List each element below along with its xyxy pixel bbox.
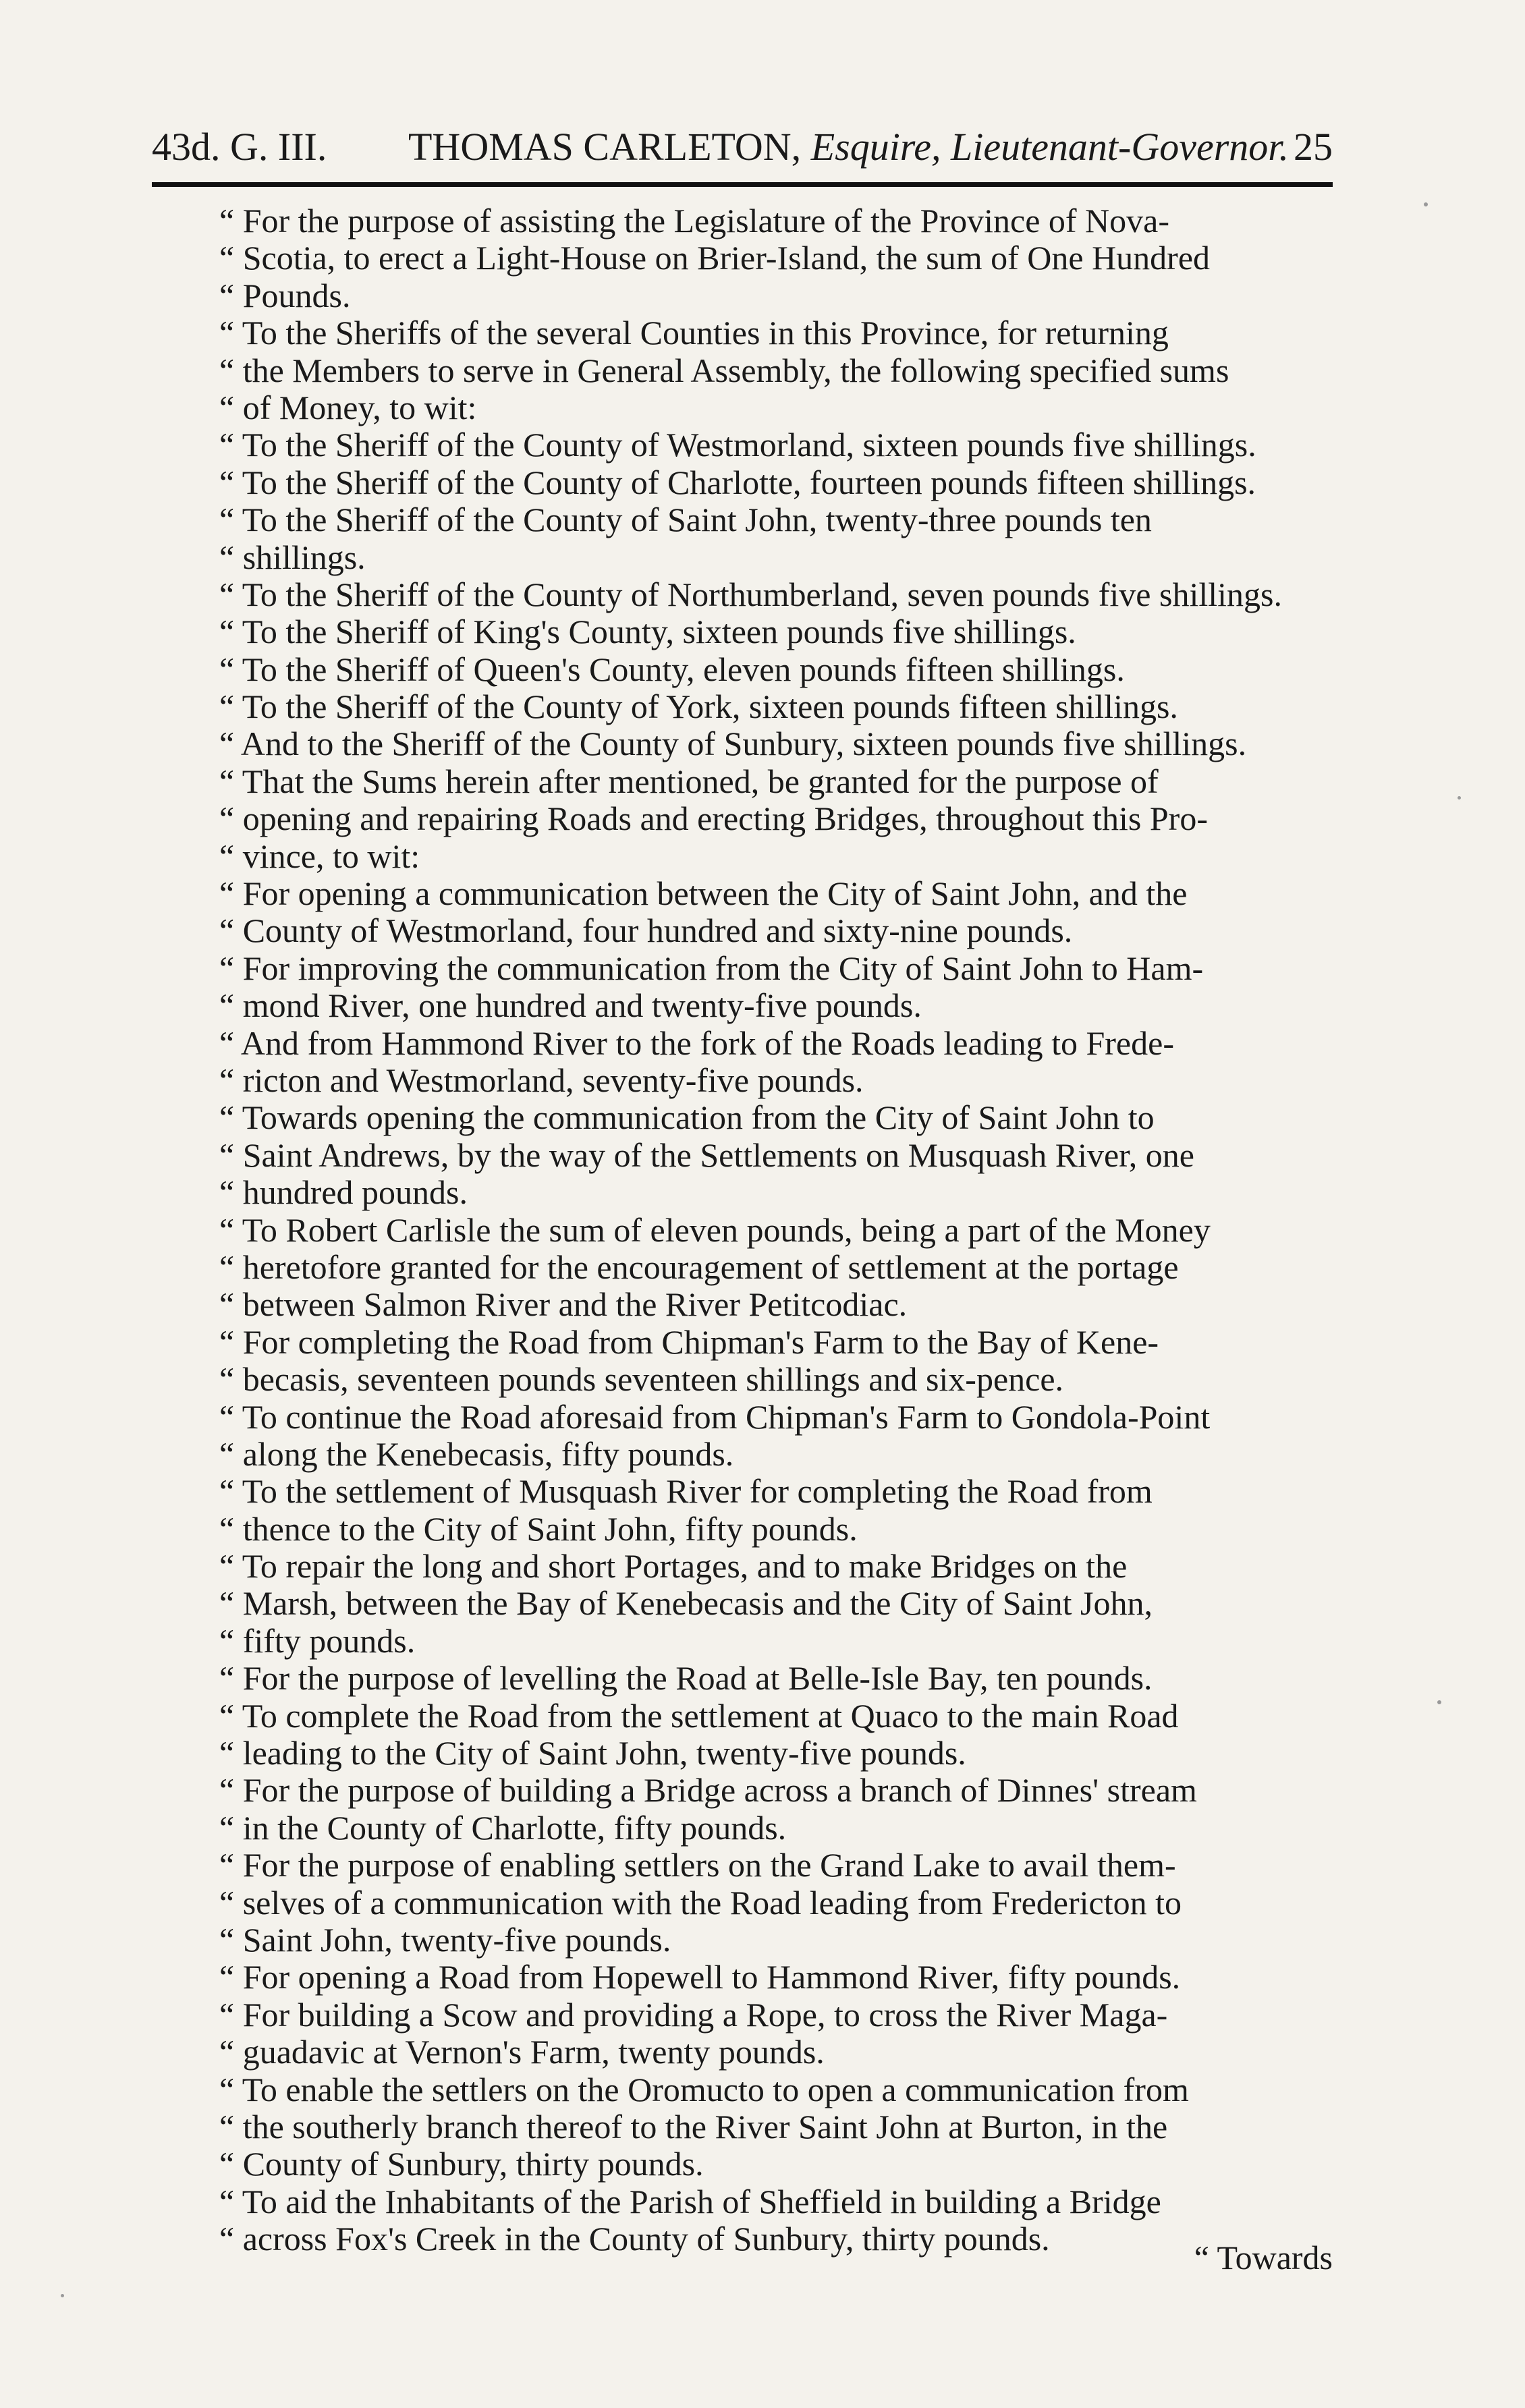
text-line: “ between Salmon River and the River Petitcodiac. [219, 1286, 908, 1324]
header-title [408, 120, 1289, 174]
page-number: 25 [1294, 125, 1333, 169]
text-line: “ For improving the communication from the City of Saint John to Ham- [219, 949, 1204, 987]
text-line: “ vince, to wit: [219, 837, 420, 875]
text-line: “ To repair the long and short Portages, and to make Bridges on the [219, 1548, 1128, 1586]
text-line: “ ricton and Westmorland, seventy-five pounds. [219, 1061, 864, 1099]
text-line: “ That the Sums herein after mentioned, be granted for the purpose of [219, 762, 1159, 800]
running-header [152, 120, 1333, 174]
text-line: “ Saint Andrews, by the way of the Settlements on Musquash River, one [219, 1136, 1194, 1174]
text-line: “ selves of a communication with the Road leading from Fredericton to [219, 1884, 1182, 1922]
text-line: “ To Robert Carlisle the sum of eleven pounds, being a part of the Money [219, 1211, 1211, 1249]
text-line: “ leading to the City of Saint John, twenty-five pounds. [219, 1735, 966, 1772]
header-regnal-year: 43d. G. III. [152, 125, 327, 169]
text-line: “ To the Sheriff of King's County, sixteen pounds five shillings. [219, 613, 1076, 651]
text-line: “ To enable the settlers on the Oromucto to open a communication from [219, 2071, 1189, 2108]
paper-speck [1458, 796, 1461, 800]
text-line: “ County of Sunbury, thirty pounds. [219, 2146, 704, 2183]
text-line: “ the Members to serve in General Assembly, the following specified sums [219, 352, 1229, 389]
text-line: “ Scotia, to erect a Light-House on Brier-Island, the sum of One Hundred [219, 240, 1211, 277]
paper-speck [61, 2294, 64, 2297]
text-line: “ To the Sheriff of the County of Charlotte, fourteen pounds fifteen shillings. [219, 464, 1256, 501]
header-title-office: Esquire, Lieutenant-Governor. [810, 125, 1289, 169]
text-line: “ opening and repairing Roads and erecting Bridges, throughout this Pro- [219, 800, 1208, 838]
text-line: “ For opening a Road from Hopewell to Hammond River, fifty pounds. [219, 1959, 1181, 1996]
body-text [219, 202, 1333, 2258]
text-line: “ shillings. [219, 538, 366, 576]
text-line: “ in the County of Charlotte, fifty pounds. [219, 1809, 787, 1847]
text-line: “ guadavic at Vernon's Farm, twenty pounds. [219, 2034, 825, 2071]
text-line: “ To the Sheriff of the County of York, sixteen pounds fifteen shillings. [219, 688, 1178, 726]
text-line: “ hundred pounds. [219, 1174, 468, 1212]
text-line: “ For the purpose of enabling settlers on the Grand Lake to avail them- [219, 1847, 1176, 1884]
text-line: “ Marsh, between the Bay of Kenebecasis and the City of Saint John, [219, 1585, 1153, 1623]
text-line: “ Towards opening the communication from the City of Saint John to [219, 1099, 1155, 1137]
text-line: “ For the purpose of levelling the Road at Belle-Isle Bay, ten pounds. [219, 1660, 1153, 1698]
text-line: “ To continue the Road aforesaid from Chipman's Farm to Gondola-Point [219, 1398, 1211, 1436]
text-line: “ To the Sheriff of Queen's County, eleven pounds fifteen shillings. [219, 650, 1125, 688]
text-line: “ County of Westmorland, four hundred and sixty-nine pounds. [219, 912, 1073, 950]
text-line: “ Pounds. [219, 277, 351, 314]
text-line: “ For the purpose of assisting the Legislature of the Province of Nova- [219, 202, 1169, 240]
text-line: “ fifty pounds. [219, 1622, 416, 1660]
text-line: “ To the Sheriff of the County of Westmorland, sixteen pounds five shillings. [219, 426, 1256, 464]
text-line: “ across Fox's Creek in the County of Sunbury, thirty pounds. [219, 2220, 1050, 2258]
text-line: “ mond River, one hundred and twenty-five pounds. [219, 987, 922, 1025]
text-line: “ To the Sheriff of the County of Northumberland, seven pounds five shillings. [219, 576, 1282, 613]
text-line: “ thence to the City of Saint John, fifty pounds. [219, 1510, 858, 1548]
text-line: “ To the settlement of Musquash River for completing the Road from [219, 1473, 1153, 1511]
catchword: “ Towards [1194, 2239, 1333, 2276]
text-line: “ To the Sheriff of the County of Saint John, twenty-three pounds ten [219, 501, 1152, 539]
paper-speck [1424, 202, 1428, 206]
text-line: “ To aid the Inhabitants of the Parish of Sheffield in building a Bridge [219, 2183, 1161, 2220]
text-line: “ of Money, to wit: [219, 389, 477, 426]
text-line: “ And to the Sheriff of the County of Sunbury, sixteen pounds five shillings. [219, 725, 1247, 763]
text-line: “ For completing the Road from Chipman's Farm to the Bay of Kene- [219, 1323, 1159, 1361]
text-line: “ For opening a communication between the City of Saint John, and the [219, 875, 1188, 913]
text-line: “ Saint John, twenty-five pounds. [219, 1921, 671, 1959]
text-line: “ along the Kenebecasis, fifty pounds. [219, 1435, 734, 1473]
text-line: “ heretofore granted for the encouragement of settlement at the portage [219, 1248, 1179, 1286]
text-line: “ the southerly branch thereof to the River Saint John at Burton, in the [219, 2108, 1168, 2146]
text-line: “ To complete the Road from the settlement at Quaco to the main Road [219, 1697, 1179, 1735]
text-line: “ becasis, seventeen pounds seventeen shillings and six-pence. [219, 1361, 1064, 1399]
text-line: “ And from Hammond River to the fork of the Roads leading to Frede- [219, 1024, 1174, 1062]
text-line: “ To the Sheriffs of the several Counties in this Province, for returning [219, 314, 1169, 352]
header-title-name: THOMAS CARLETON, [408, 125, 802, 169]
text-line: “ For building a Scow and providing a Rope, to cross the River Maga- [219, 1996, 1168, 2034]
text-line: “ For the purpose of building a Bridge across a branch of Dinnes' stream [219, 1772, 1197, 1810]
header-rule [152, 182, 1333, 187]
paper-speck [1437, 1700, 1441, 1704]
